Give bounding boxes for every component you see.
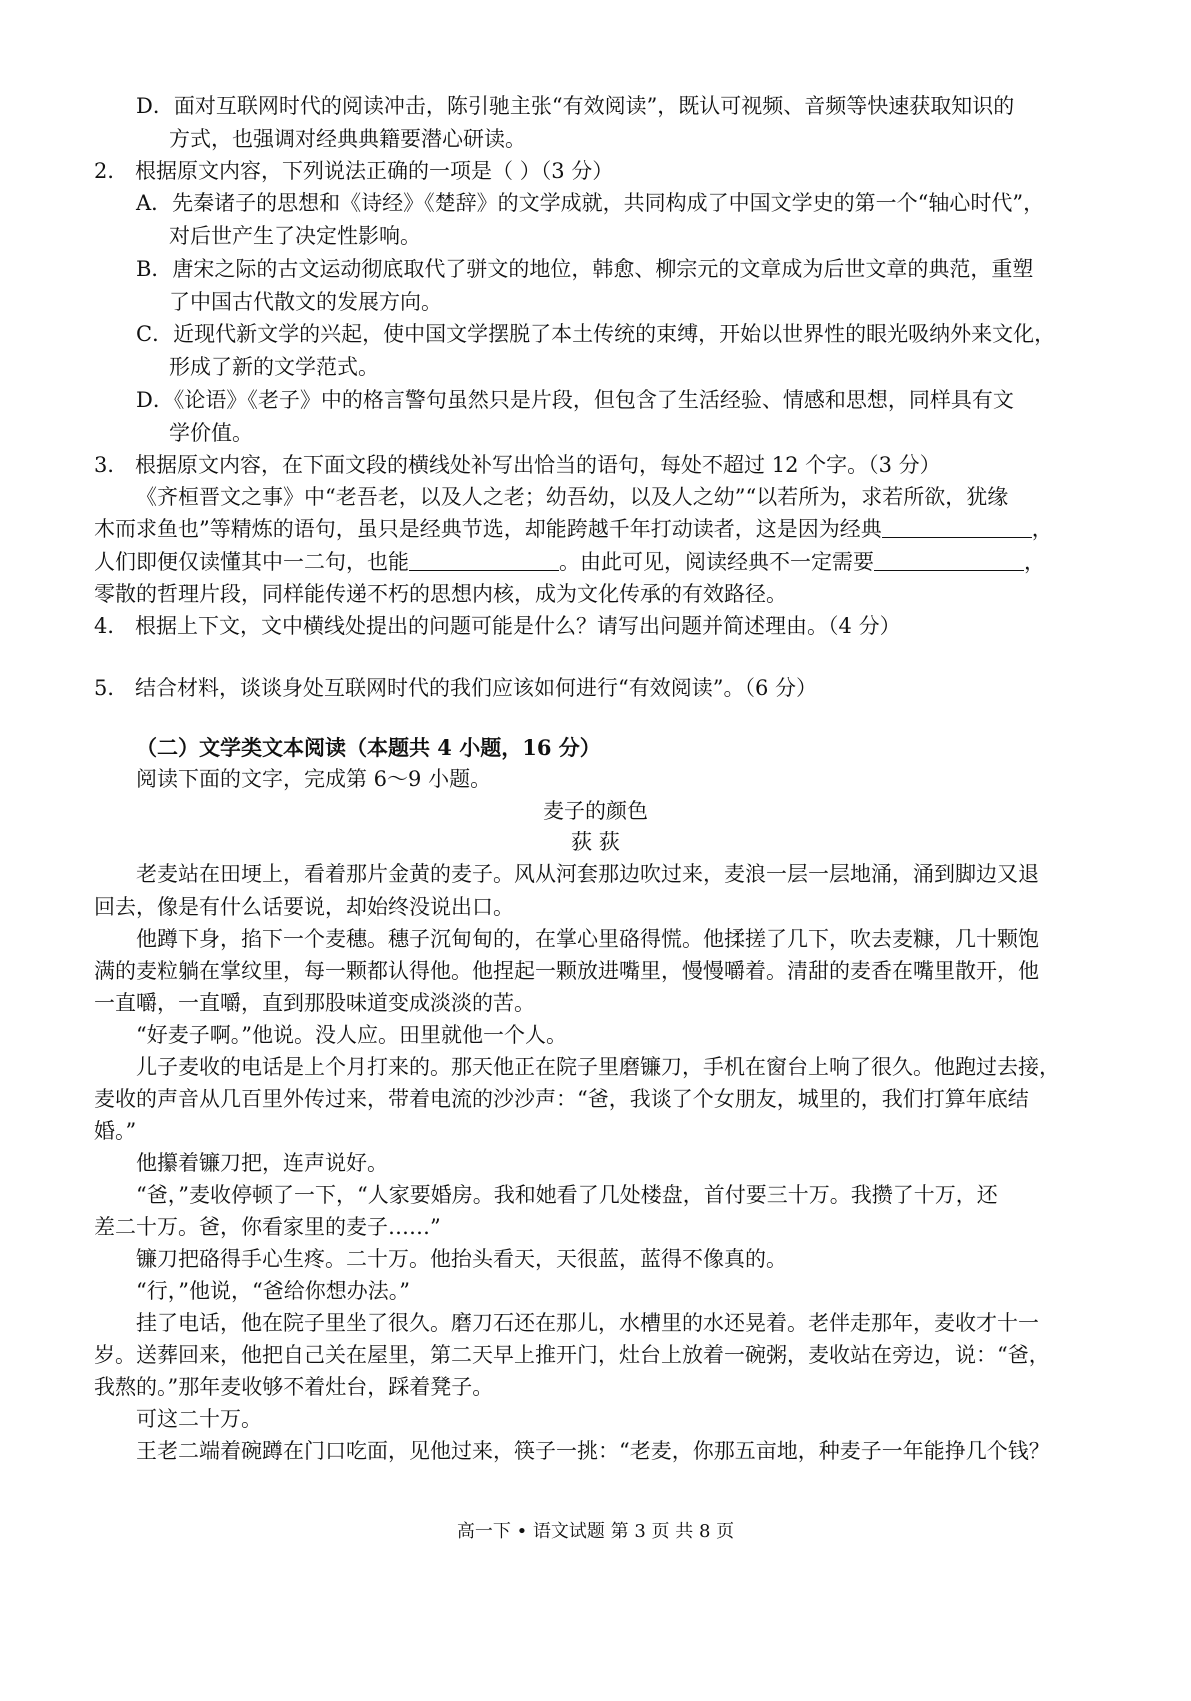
story-line: 一直嚼，一直嚼，直到那股味道变成淡淡的苦。 bbox=[94, 991, 535, 1015]
story-line: “好麦子啊。”他说。没人应。田里就他一个人。 bbox=[136, 1023, 567, 1047]
q3-line2-text: 木而求鱼也”等精炼的语句，虽只是经典节选，却能跨越千年打动读者，这是因为经典 bbox=[94, 517, 882, 541]
story-line: 王老二端着碗蹲在门口吃面，见他过来，筷子一挑：“老麦，你那五亩地，种麦子一年能挣几个钱？ bbox=[136, 1439, 1050, 1463]
answer-blank-2[interactable] bbox=[409, 550, 559, 571]
q3-line2-tail: ， bbox=[1031, 517, 1053, 541]
q1-option-d-line1: D．面对互联网时代的阅读冲击，陈引驰主张“有效阅读”，既认可视频、音频等快速获取知识的 bbox=[136, 94, 1015, 118]
story-line: “行，”他说，“爸给你想办法。” bbox=[136, 1279, 410, 1303]
answer-blank-3[interactable] bbox=[874, 550, 1024, 571]
story-line: 儿子麦收的电话是上个月打来的。那天他正在院子里磨镰刀，手机在窗台上响了很久。他跑过去接， bbox=[136, 1055, 1060, 1079]
q3-passage-line3 bbox=[94, 549, 1045, 575]
story-line: 麦收的声音从几百里外传过来，带着电流的沙沙声：“爸，我谈了个女朋友，城里的，我们打算年底结 bbox=[94, 1087, 1029, 1111]
q3-stem: 3． 根据原文内容，在下面文段的横线处补写出恰当的语句，每处不超过 12 个字。（3 分） bbox=[94, 453, 941, 477]
story-title: 麦子的颜色 bbox=[543, 799, 648, 823]
story-line: 差二十万。爸，你看家里的麦子……” bbox=[94, 1215, 441, 1239]
q2-option-d-line2: 学价值。 bbox=[169, 421, 253, 445]
story-line: 满的麦粒躺在掌纹里，每一颗都认得他。他捏起一颗放进嘴里，慢慢嚼着。清甜的麦香在嘴里散开，他 bbox=[94, 959, 1039, 983]
q2-option-b-line2: 了中国古代散文的发展方向。 bbox=[169, 290, 442, 314]
story-line: 岁。送葬回来，他把自己关在屋里，第二天早上推开门，灶台上放着一碗粥，麦收站在旁边，说：“爸， bbox=[94, 1343, 1050, 1367]
story-line: 挂了电话，他在院子里坐了很久。磨刀石还在那儿，水槽里的水还晃着。老伴走那年，麦收才十一 bbox=[136, 1311, 1039, 1335]
story-line: 我熬的。”那年麦收够不着灶台，踩着凳子。 bbox=[94, 1375, 494, 1399]
q2-option-c-line1: C．近现代新文学的兴起，使中国文学摆脱了本土传统的束缚，开始以世界性的眼光吸纳外来文化， bbox=[136, 322, 1056, 346]
story-author: 荻 荻 bbox=[571, 830, 620, 854]
story-line: 可这二十万。 bbox=[136, 1407, 262, 1431]
q3-line3-middle: 。由此可见，阅读经典不一定需要 bbox=[559, 550, 874, 574]
story-line: 回去，像是有什么话要说，却始终没说出口。 bbox=[94, 895, 514, 919]
story-line: 他蹲下身，掐下一个麦穗。穗子沉甸甸的，在掌心里硌得慌。他揉搓了几下，吹去麦糠，几十颗饱 bbox=[136, 927, 1039, 951]
q3-passage-line1: 《齐桓晋文之事》中“老吾老，以及人之老；幼吾幼，以及人之幼”“以若所为，求若所欲，犹缘 bbox=[136, 485, 1009, 509]
answer-blank-1[interactable] bbox=[882, 517, 1032, 538]
page-footer: 高一下 • 语文试题 第 3 页 共 8 页 bbox=[456, 1521, 735, 1542]
story-line: “爸，”麦收停顿了一下，“人家要婚房。我和她看了几处楼盘，首付要三十万。我攒了十万，还 bbox=[136, 1183, 998, 1207]
q3-passage-line4: 零散的哲理片段，同样能传递不朽的思想内核，成为文化传承的有效路径。 bbox=[94, 582, 787, 606]
story-line: 镰刀把硌得手心生疼。二十万。他抬头看天，天很蓝，蓝得不像真的。 bbox=[136, 1247, 787, 1271]
section-instruction: 阅读下面的文字，完成第 6～9 小题。 bbox=[136, 767, 492, 791]
story-line: 他攥着镰刀把，连声说好。 bbox=[136, 1151, 388, 1175]
q2-option-d-line1: D．《论语》《老子》中的格言警句虽然只是片段，但包含了生活经验、情感和思想，同样具有文 bbox=[136, 388, 1014, 412]
q2-stem: 2． 根据原文内容，下列说法正确的一项是（ ）（3 分） bbox=[94, 159, 614, 183]
q3-line3-text: 人们即便仅读懂其中一二句，也能 bbox=[94, 550, 409, 574]
q5-stem: 5． 结合材料，谈谈身处互联网时代的我们应该如何进行“有效阅读”。（6 分） bbox=[94, 676, 818, 700]
q1-option-d-line2: 方式，也强调对经典典籍要潜心研读。 bbox=[169, 127, 526, 151]
q2-option-a-line1: A．先秦诸子的思想和《诗经》《楚辞》的文学成就，共同构成了中国文学史的第一个“轴心时代”， bbox=[136, 191, 1045, 215]
q4-stem: 4． 根据上下文，文中横线处提出的问题可能是什么？请写出问题并简述理由。（4 分） bbox=[94, 614, 901, 638]
section-heading: （二）文学类文本阅读（本题共 4 小题，16 分） bbox=[136, 735, 601, 760]
q3-passage-line2 bbox=[94, 516, 1053, 542]
story-line: 婚。” bbox=[94, 1119, 137, 1143]
q2-option-b-line1: B．唐宋之际的古文运动彻底取代了骈文的地位，韩愈、柳宗元的文章成为后世文章的典范，重塑 bbox=[136, 257, 1034, 281]
story-line: 老麦站在田埂上，看着那片金黄的麦子。风从河套那边吹过来，麦浪一层一层地涌，涌到脚边又退 bbox=[136, 862, 1039, 886]
q2-option-a-line2: 对后世产生了决定性影响。 bbox=[169, 224, 421, 248]
q3-line3-tail: ， bbox=[1024, 550, 1045, 574]
q2-option-c-line2: 形成了新的文学范式。 bbox=[169, 355, 379, 379]
